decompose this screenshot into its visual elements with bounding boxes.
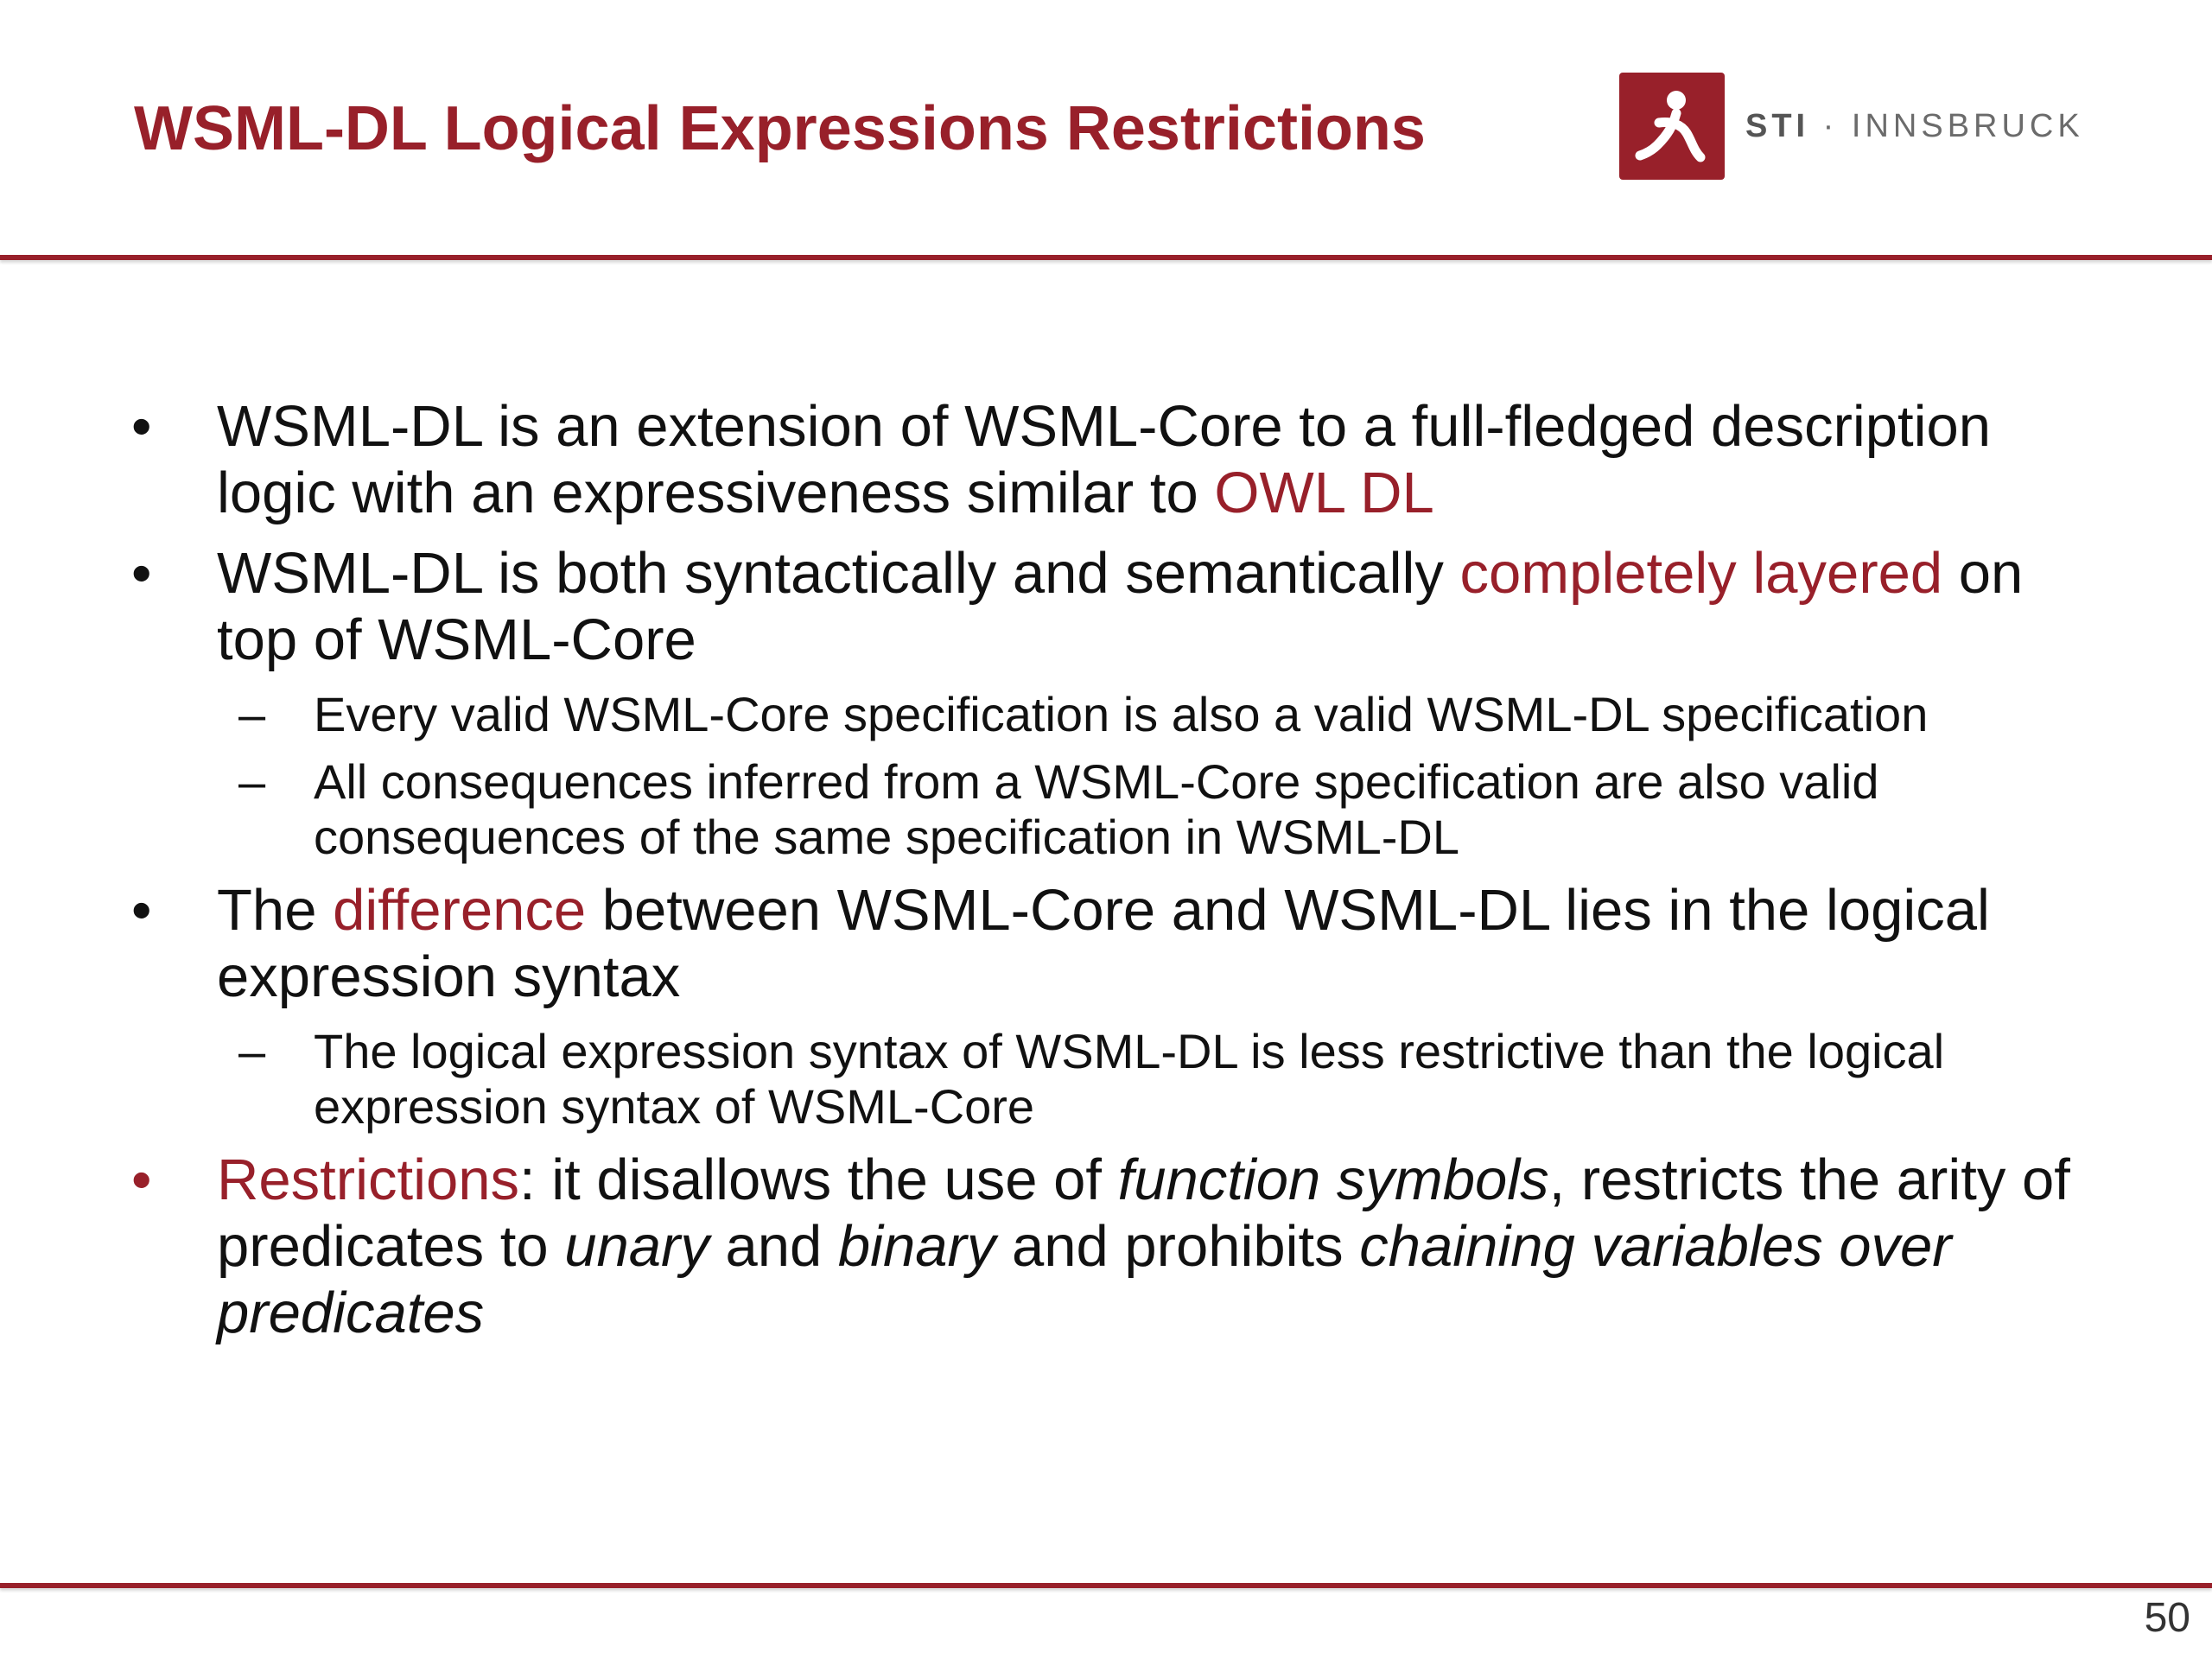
page-number: 50 xyxy=(2144,1595,2190,1641)
bullet-marker: • xyxy=(131,1147,152,1212)
bullet-marker: • xyxy=(131,394,152,459)
bullet-item: • Restrictions: it disallows the use of function symbols, restricts the arity of predicates to unary and binary and prohibits chaining variables over predicates xyxy=(131,1147,2070,1345)
dash-marker: – xyxy=(238,1024,266,1078)
slide-title: WSML-DL Logical Expressions Restrictions xyxy=(134,94,1426,163)
sub-bullet-item: – All consequences inferred from a WSML-Core specification are also valid consequences of the same specification in WSML-DL xyxy=(238,754,1879,864)
header-divider xyxy=(0,255,2212,260)
sub-bullet-item: – The logical expression syntax of WSML-DL is less restrictive than the logical expression syntax of WSML-Core xyxy=(238,1024,1945,1134)
slide-body xyxy=(128,393,2115,1360)
highlight-restrictions: Restrictions xyxy=(217,1147,519,1212)
term-unary: unary xyxy=(564,1214,709,1279)
bullet-marker: • xyxy=(131,878,152,943)
highlight-completely-layered: completely layered xyxy=(1459,541,1943,606)
bullet-item: • WSML-DL is an extension of WSML-Core to a full-fledged description logic with an expressiveness similar to OWL DL xyxy=(131,394,1992,525)
footer-divider xyxy=(0,1583,2212,1588)
logo-wordmark: STI · INNSBRUCK xyxy=(1745,107,2084,144)
dash-marker: – xyxy=(238,687,266,741)
term-function-symbols: function symbols xyxy=(1117,1147,1549,1212)
bullet-marker: • xyxy=(131,541,152,606)
sti-innsbruck-logo xyxy=(1619,73,2084,180)
sti-figure-icon xyxy=(1619,73,1725,180)
term-chaining-variables: chaining variables over predicates xyxy=(217,1214,1952,1345)
bullet-item: • WSML-DL is both syntactically and semantically completely layered on top of WSML-Core xyxy=(131,541,2024,672)
bullet-item: • The difference between WSML-Core and WSML-DL lies in the logical expression syntax xyxy=(131,878,1990,1009)
highlight-owl-dl: OWL DL xyxy=(1214,461,1434,525)
dash-marker: – xyxy=(238,754,266,809)
highlight-difference: difference xyxy=(333,878,587,943)
sub-bullet-item: – Every valid WSML-Core specification is also a valid WSML-DL specification xyxy=(238,687,1929,741)
term-binary: binary xyxy=(837,1214,996,1279)
